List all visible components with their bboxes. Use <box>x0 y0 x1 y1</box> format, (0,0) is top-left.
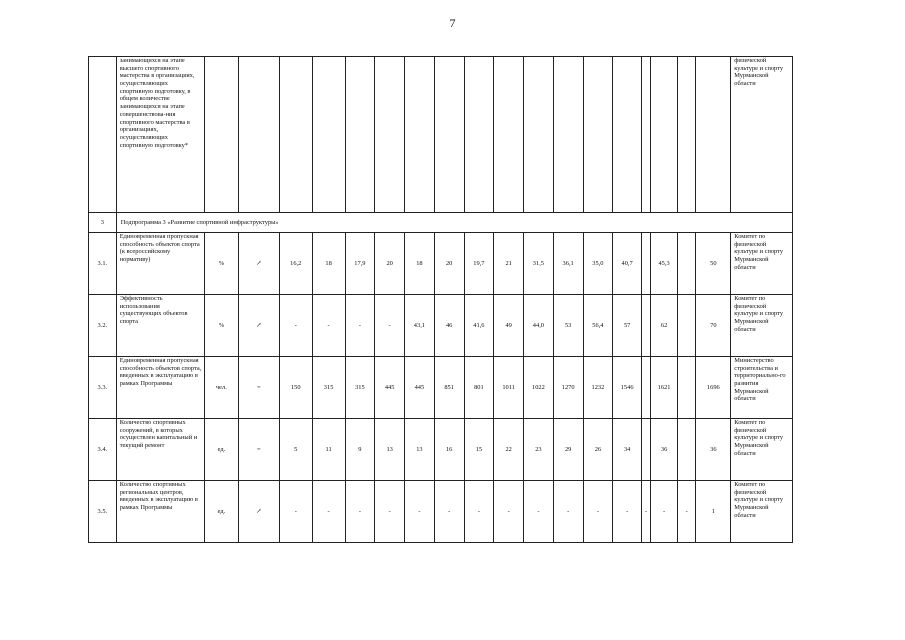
value-cell: 851 <box>434 357 464 419</box>
value-cell: 19,7 <box>464 233 494 295</box>
value-cell: 18 <box>405 233 435 295</box>
value-cell: 315 <box>345 357 375 419</box>
cell-num <box>89 57 117 213</box>
value-cell <box>677 357 695 419</box>
value-cell: 15 <box>464 419 494 481</box>
value-cell: 50 <box>696 233 731 295</box>
value-cell: - <box>279 481 312 543</box>
value-cell: 36 <box>651 419 678 481</box>
value-cell: 46 <box>434 295 464 357</box>
value-cell: - <box>279 295 312 357</box>
value-cell: 445 <box>405 357 435 419</box>
value-cell: 44,0 <box>524 295 554 357</box>
trend-cell: = <box>238 357 279 419</box>
value-cell: 9 <box>345 419 375 481</box>
value-cell: 150 <box>279 357 312 419</box>
value-cell: 1022 <box>524 357 554 419</box>
value-cell: 1546 <box>613 357 642 419</box>
value-cell <box>677 419 695 481</box>
value-cell: - <box>583 481 613 543</box>
value-cell: 57 <box>613 295 642 357</box>
subprogram-title: Подпрограмма 3 «Развитие спортивной инфраструктуры» <box>116 213 792 233</box>
value-cell: - <box>345 295 375 357</box>
indicator-name-cell: Эффективность использования существующих объектов спорта <box>116 295 204 357</box>
row-number: 3.3. <box>89 357 117 419</box>
unit-cell: % <box>204 233 238 295</box>
value-cell: 45,3 <box>651 233 678 295</box>
value-cell: 49 <box>494 295 524 357</box>
unit-cell: % <box>204 295 238 357</box>
row-number: 3.1. <box>89 233 117 295</box>
value-cell: 43,1 <box>405 295 435 357</box>
value-cell: 5 <box>279 419 312 481</box>
indicator-name-cell: занимающихся на этапе высшего спортивного мастерства в организациях, осуществляющих спортивную подготовку, в общем количестве занимающихся на этапе совершенствова-ния спортивного мастерства в организациях, осуществляющих спортивную подготовку* <box>116 57 204 213</box>
value-cell: 34 <box>613 419 642 481</box>
trend-cell: = <box>238 419 279 481</box>
responsible-cell: Комитет по физической культуре и спорту Мурманской области <box>731 233 793 295</box>
value-cell: 31,5 <box>524 233 554 295</box>
value-cell: - <box>405 481 435 543</box>
responsible-cell: Министерство строительства и территориально-го развития Мурманской области <box>731 357 793 419</box>
value-cell: - <box>524 481 554 543</box>
table-row <box>89 419 793 481</box>
value-cell: - <box>312 295 345 357</box>
value-cell: - <box>553 481 583 543</box>
value-cell <box>642 233 651 295</box>
value-cell: - <box>613 481 642 543</box>
value-cell: 41,6 <box>464 295 494 357</box>
value-cell: - <box>312 481 345 543</box>
subprogram-row <box>89 213 793 233</box>
table-row-continuation <box>89 57 793 213</box>
value-cell: 36,1 <box>553 233 583 295</box>
value-cell: 11 <box>312 419 345 481</box>
table-row <box>89 295 793 357</box>
value-cell: 53 <box>553 295 583 357</box>
value-cell: 445 <box>375 357 405 419</box>
value-cell <box>642 419 651 481</box>
value-cell: 21 <box>494 233 524 295</box>
value-cell: 26 <box>583 419 613 481</box>
value-cell: - <box>464 481 494 543</box>
unit-cell: ед. <box>204 481 238 543</box>
value-cell <box>677 295 695 357</box>
value-cell: 13 <box>375 419 405 481</box>
value-cell: 1270 <box>553 357 583 419</box>
table-row <box>89 357 793 419</box>
value-cell: 56,4 <box>583 295 613 357</box>
value-cell: 70 <box>696 295 731 357</box>
row-number: 3.5. <box>89 481 117 543</box>
value-cell: 22 <box>494 419 524 481</box>
value-cell: 315 <box>312 357 345 419</box>
value-cell: 13 <box>405 419 435 481</box>
value-cell: 18 <box>312 233 345 295</box>
value-cell: 40,7 <box>613 233 642 295</box>
trend-cell: ↗ <box>238 233 279 295</box>
value-cell: 16,2 <box>279 233 312 295</box>
value-cell: 36 <box>696 419 731 481</box>
trend-cell: ↗ <box>238 481 279 543</box>
value-cell: 1621 <box>651 357 678 419</box>
indicator-name-cell: Единовременная пропускная способность объектов спорта (к всероссийскому нормативу) <box>116 233 204 295</box>
value-cell: 20 <box>375 233 405 295</box>
value-cell: - <box>345 481 375 543</box>
value-cell: - <box>494 481 524 543</box>
value-cell: - <box>375 295 405 357</box>
value-cell: 35,0 <box>583 233 613 295</box>
unit-cell: чел. <box>204 357 238 419</box>
value-cell: 17,9 <box>345 233 375 295</box>
trend-cell: ↗ <box>238 295 279 357</box>
page-number: 7 <box>449 16 456 30</box>
row-number: 3.2. <box>89 295 117 357</box>
value-cell: 801 <box>464 357 494 419</box>
value-cell: 62 <box>651 295 678 357</box>
table-row <box>89 233 793 295</box>
responsible-cell: физической культуре и спорту Мурманской области <box>731 57 793 213</box>
value-cell: 29 <box>553 419 583 481</box>
responsible-cell: Комитет по физической культуре и спорту Мурманской области <box>731 295 793 357</box>
value-cell <box>642 295 651 357</box>
unit-cell: ед. <box>204 419 238 481</box>
subprogram-number: 3 <box>89 213 117 233</box>
indicators-table <box>88 56 793 543</box>
indicator-name-cell: Единовременная пропускная способность объектов спорта, введенных в эксплуатацию в рамках Программы <box>116 357 204 419</box>
value-cell: 1232 <box>583 357 613 419</box>
indicator-name-cell: Количество спортивных сооружений, в которых осуществлен капитальный и текущий ремонт <box>116 419 204 481</box>
responsible-cell: Комитет по физической культуре и спорту Мурманской области <box>731 481 793 543</box>
value-cell: - <box>651 481 678 543</box>
value-cell: 1 <box>696 481 731 543</box>
value-cell: - <box>642 481 651 543</box>
table-row <box>89 481 793 543</box>
value-cell: 1011 <box>494 357 524 419</box>
value-cell: 20 <box>434 233 464 295</box>
value-cell: - <box>434 481 464 543</box>
indicator-name-cell: Количество спортивных региональных центров, введенных в эксплуатацию в рамках Программы <box>116 481 204 543</box>
value-cell: - <box>375 481 405 543</box>
value-cell <box>642 357 651 419</box>
responsible-cell: Комитет по физической культуре и спорту Мурманской области <box>731 419 793 481</box>
row-number: 3.4. <box>89 419 117 481</box>
value-cell <box>677 233 695 295</box>
value-cell: 23 <box>524 419 554 481</box>
value-cell: - <box>677 481 695 543</box>
value-cell: 1696 <box>696 357 731 419</box>
value-cell: 16 <box>434 419 464 481</box>
